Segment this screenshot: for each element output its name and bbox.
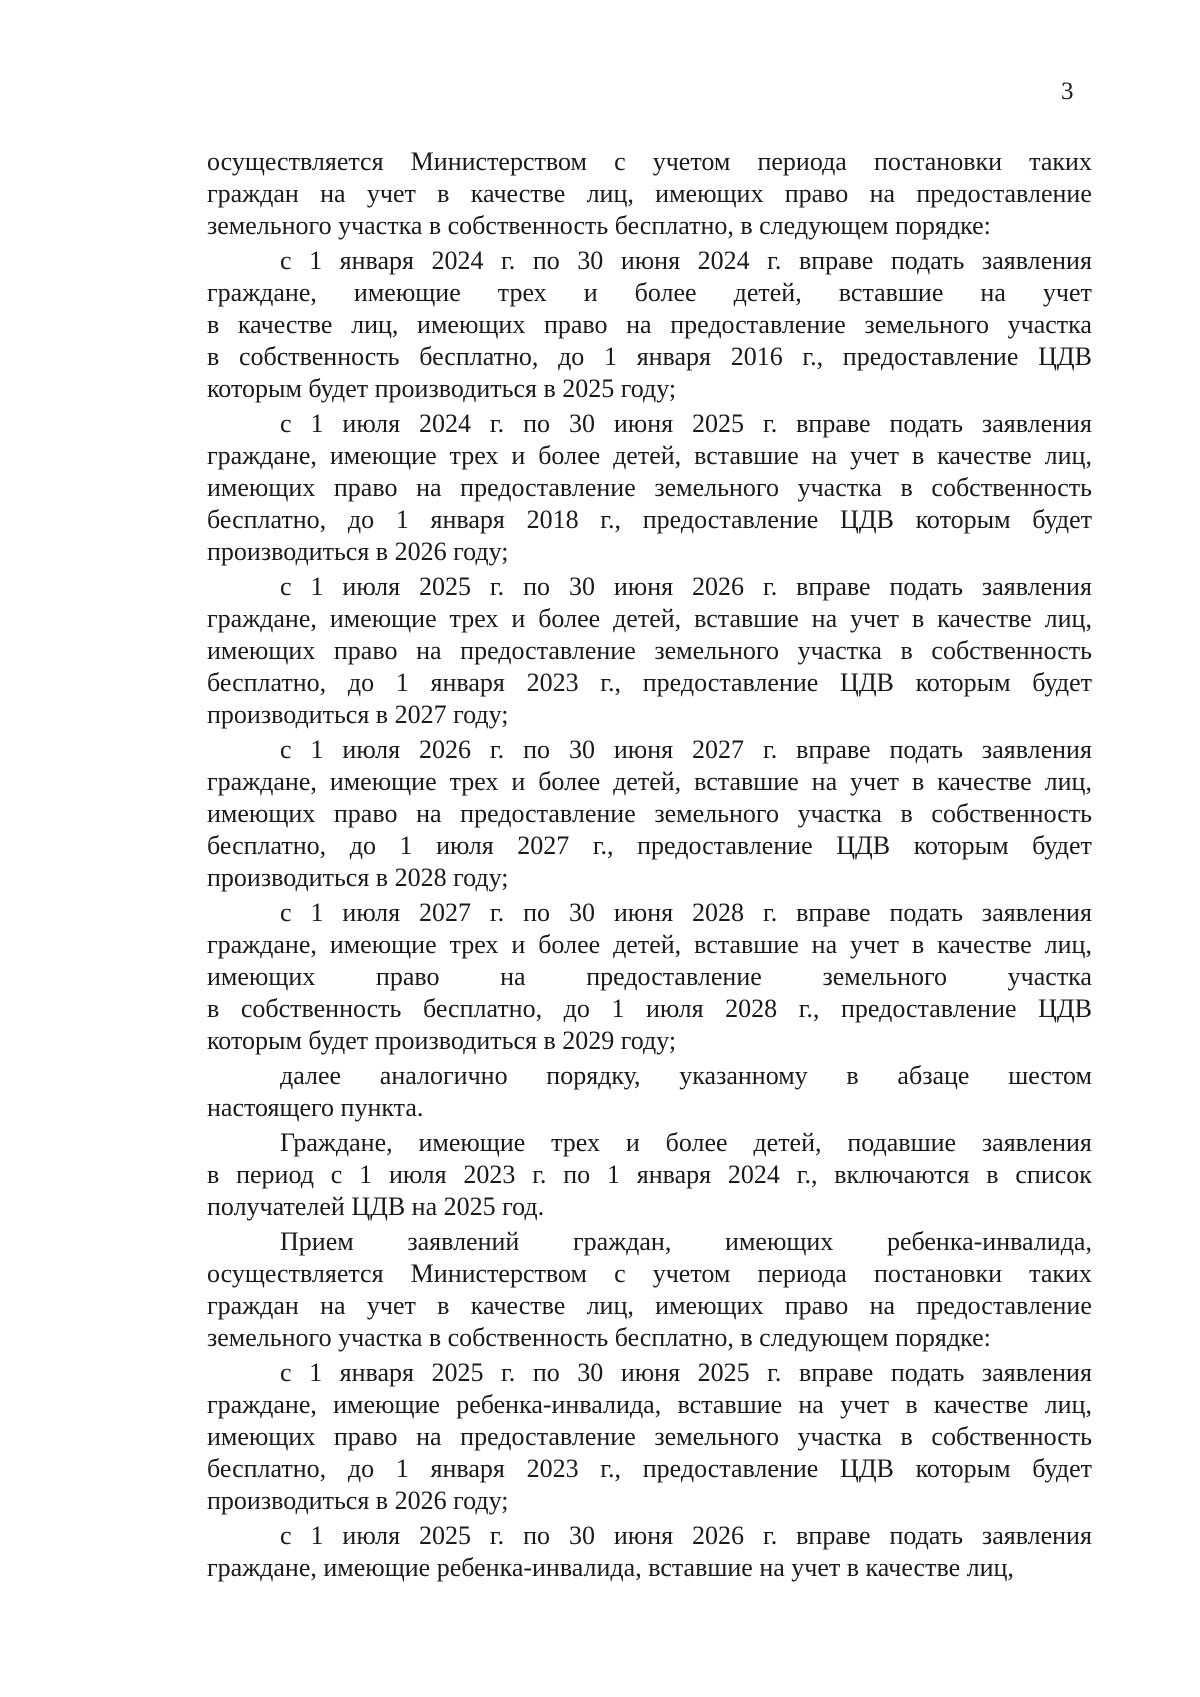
text-line: граждане, имеющие ребенка-инвалида, вставшие на учет в качестве лиц, bbox=[207, 1553, 1014, 1582]
text-line: Прием заявлений граждан, имеющих ребенка-инвалида, bbox=[280, 1227, 1092, 1256]
text-line: которым будет производиться в 2025 году; bbox=[207, 374, 677, 403]
text-line: бесплатно, до 1 января 2023 г., предоставление ЦДВ которым будет bbox=[207, 668, 1092, 697]
text-line: производиться в 2027 году; bbox=[207, 700, 509, 729]
text-line: земельного участка в собственность бесплатно, в следующем порядке: bbox=[207, 211, 991, 240]
text-line: имеющих право на предоставление земельного участка в собственность bbox=[207, 1422, 1092, 1451]
text-line: с 1 января 2024 г. по 30 июня 2024 г. вправе подать заявления bbox=[280, 246, 1092, 275]
text-line: граждан на учет в качестве лиц, имеющих право на предоставление bbox=[207, 1291, 1092, 1320]
text-line: производиться в 2026 году; bbox=[207, 1486, 509, 1515]
text-line: с 1 июля 2026 г. по 30 июня 2027 г. вправе подать заявления bbox=[280, 735, 1092, 764]
text-line: граждане, имеющие трех и более детей, вставшие на учет bbox=[207, 278, 1092, 307]
text-line: осуществляется Министерством с учетом периода постановки таких bbox=[207, 147, 1092, 176]
text-line: имеющих право на предоставление земельного участка bbox=[207, 962, 1092, 991]
text-line: в собственность бесплатно, до 1 января 2016 г., предоставление ЦДВ bbox=[207, 342, 1092, 371]
text-line: производиться в 2026 году; bbox=[207, 537, 509, 566]
text-line: в собственность бесплатно, до 1 июля 2028 г., предоставление ЦДВ bbox=[207, 994, 1092, 1023]
text-line: в период с 1 июля 2023 г. по 1 января 2024 г., включаются в список bbox=[207, 1160, 1092, 1189]
text-line: граждане, имеющие ребенка-инвалида, вставшие на учет в качестве лиц, bbox=[207, 1390, 1092, 1419]
text-line: далее аналогично порядку, указанному в абзаце шестом bbox=[280, 1061, 1092, 1090]
text-line: граждане, имеющие трех и более детей, вставшие на учет в качестве лиц, bbox=[207, 767, 1092, 796]
text-line: бесплатно, до 1 января 2018 г., предоставление ЦДВ которым будет bbox=[207, 505, 1092, 534]
text-line: имеющих право на предоставление земельного участка в собственность bbox=[207, 636, 1092, 665]
text-line: граждане, имеющие трех и более детей, вставшие на учет в качестве лиц, bbox=[207, 441, 1092, 470]
text-line: граждане, имеющие трех и более детей, вставшие на учет в качестве лиц, bbox=[207, 604, 1092, 633]
text-line: бесплатно, до 1 июля 2027 г., предоставление ЦДВ которым будет bbox=[207, 831, 1092, 860]
text-line: Граждане, имеющие трех и более детей, подавшие заявления bbox=[280, 1128, 1092, 1157]
text-line: земельного участка в собственность бесплатно, в следующем порядке: bbox=[207, 1323, 991, 1352]
text-line: с 1 июля 2025 г. по 30 июня 2026 г. вправе подать заявления bbox=[280, 1521, 1092, 1550]
text-line: граждане, имеющие трех и более детей, вставшие на учет в качестве лиц, bbox=[207, 930, 1092, 959]
text-line: с 1 июля 2024 г. по 30 июня 2025 г. вправе подать заявления bbox=[280, 409, 1092, 438]
text-line: бесплатно, до 1 января 2023 г., предоставление ЦДВ которым будет bbox=[207, 1454, 1092, 1483]
text-line: с 1 января 2025 г. по 30 июня 2025 г. вправе подать заявления bbox=[280, 1358, 1092, 1387]
text-line: граждан на учет в качестве лиц, имеющих право на предоставление bbox=[207, 179, 1092, 208]
text-line: имеющих право на предоставление земельного участка в собственность bbox=[207, 799, 1092, 828]
text-line: в качестве лиц, имеющих право на предоставление земельного участка bbox=[207, 310, 1092, 339]
text-line: получателей ЦДВ на 2025 год. bbox=[207, 1192, 545, 1221]
text-line: с 1 июля 2025 г. по 30 июня 2026 г. вправе подать заявления bbox=[280, 572, 1092, 601]
text-line: осуществляется Министерством с учетом периода постановки таких bbox=[207, 1259, 1092, 1288]
text-line: настоящего пункта. bbox=[207, 1093, 424, 1122]
text-line: имеющих право на предоставление земельного участка в собственность bbox=[207, 473, 1092, 502]
page-number: 3 bbox=[1061, 78, 1074, 105]
text-line: с 1 июля 2027 г. по 30 июня 2028 г. вправе подать заявления bbox=[280, 898, 1092, 927]
text-line: которым будет производиться в 2029 году; bbox=[207, 1026, 677, 1055]
text-line: производиться в 2028 году; bbox=[207, 863, 509, 892]
